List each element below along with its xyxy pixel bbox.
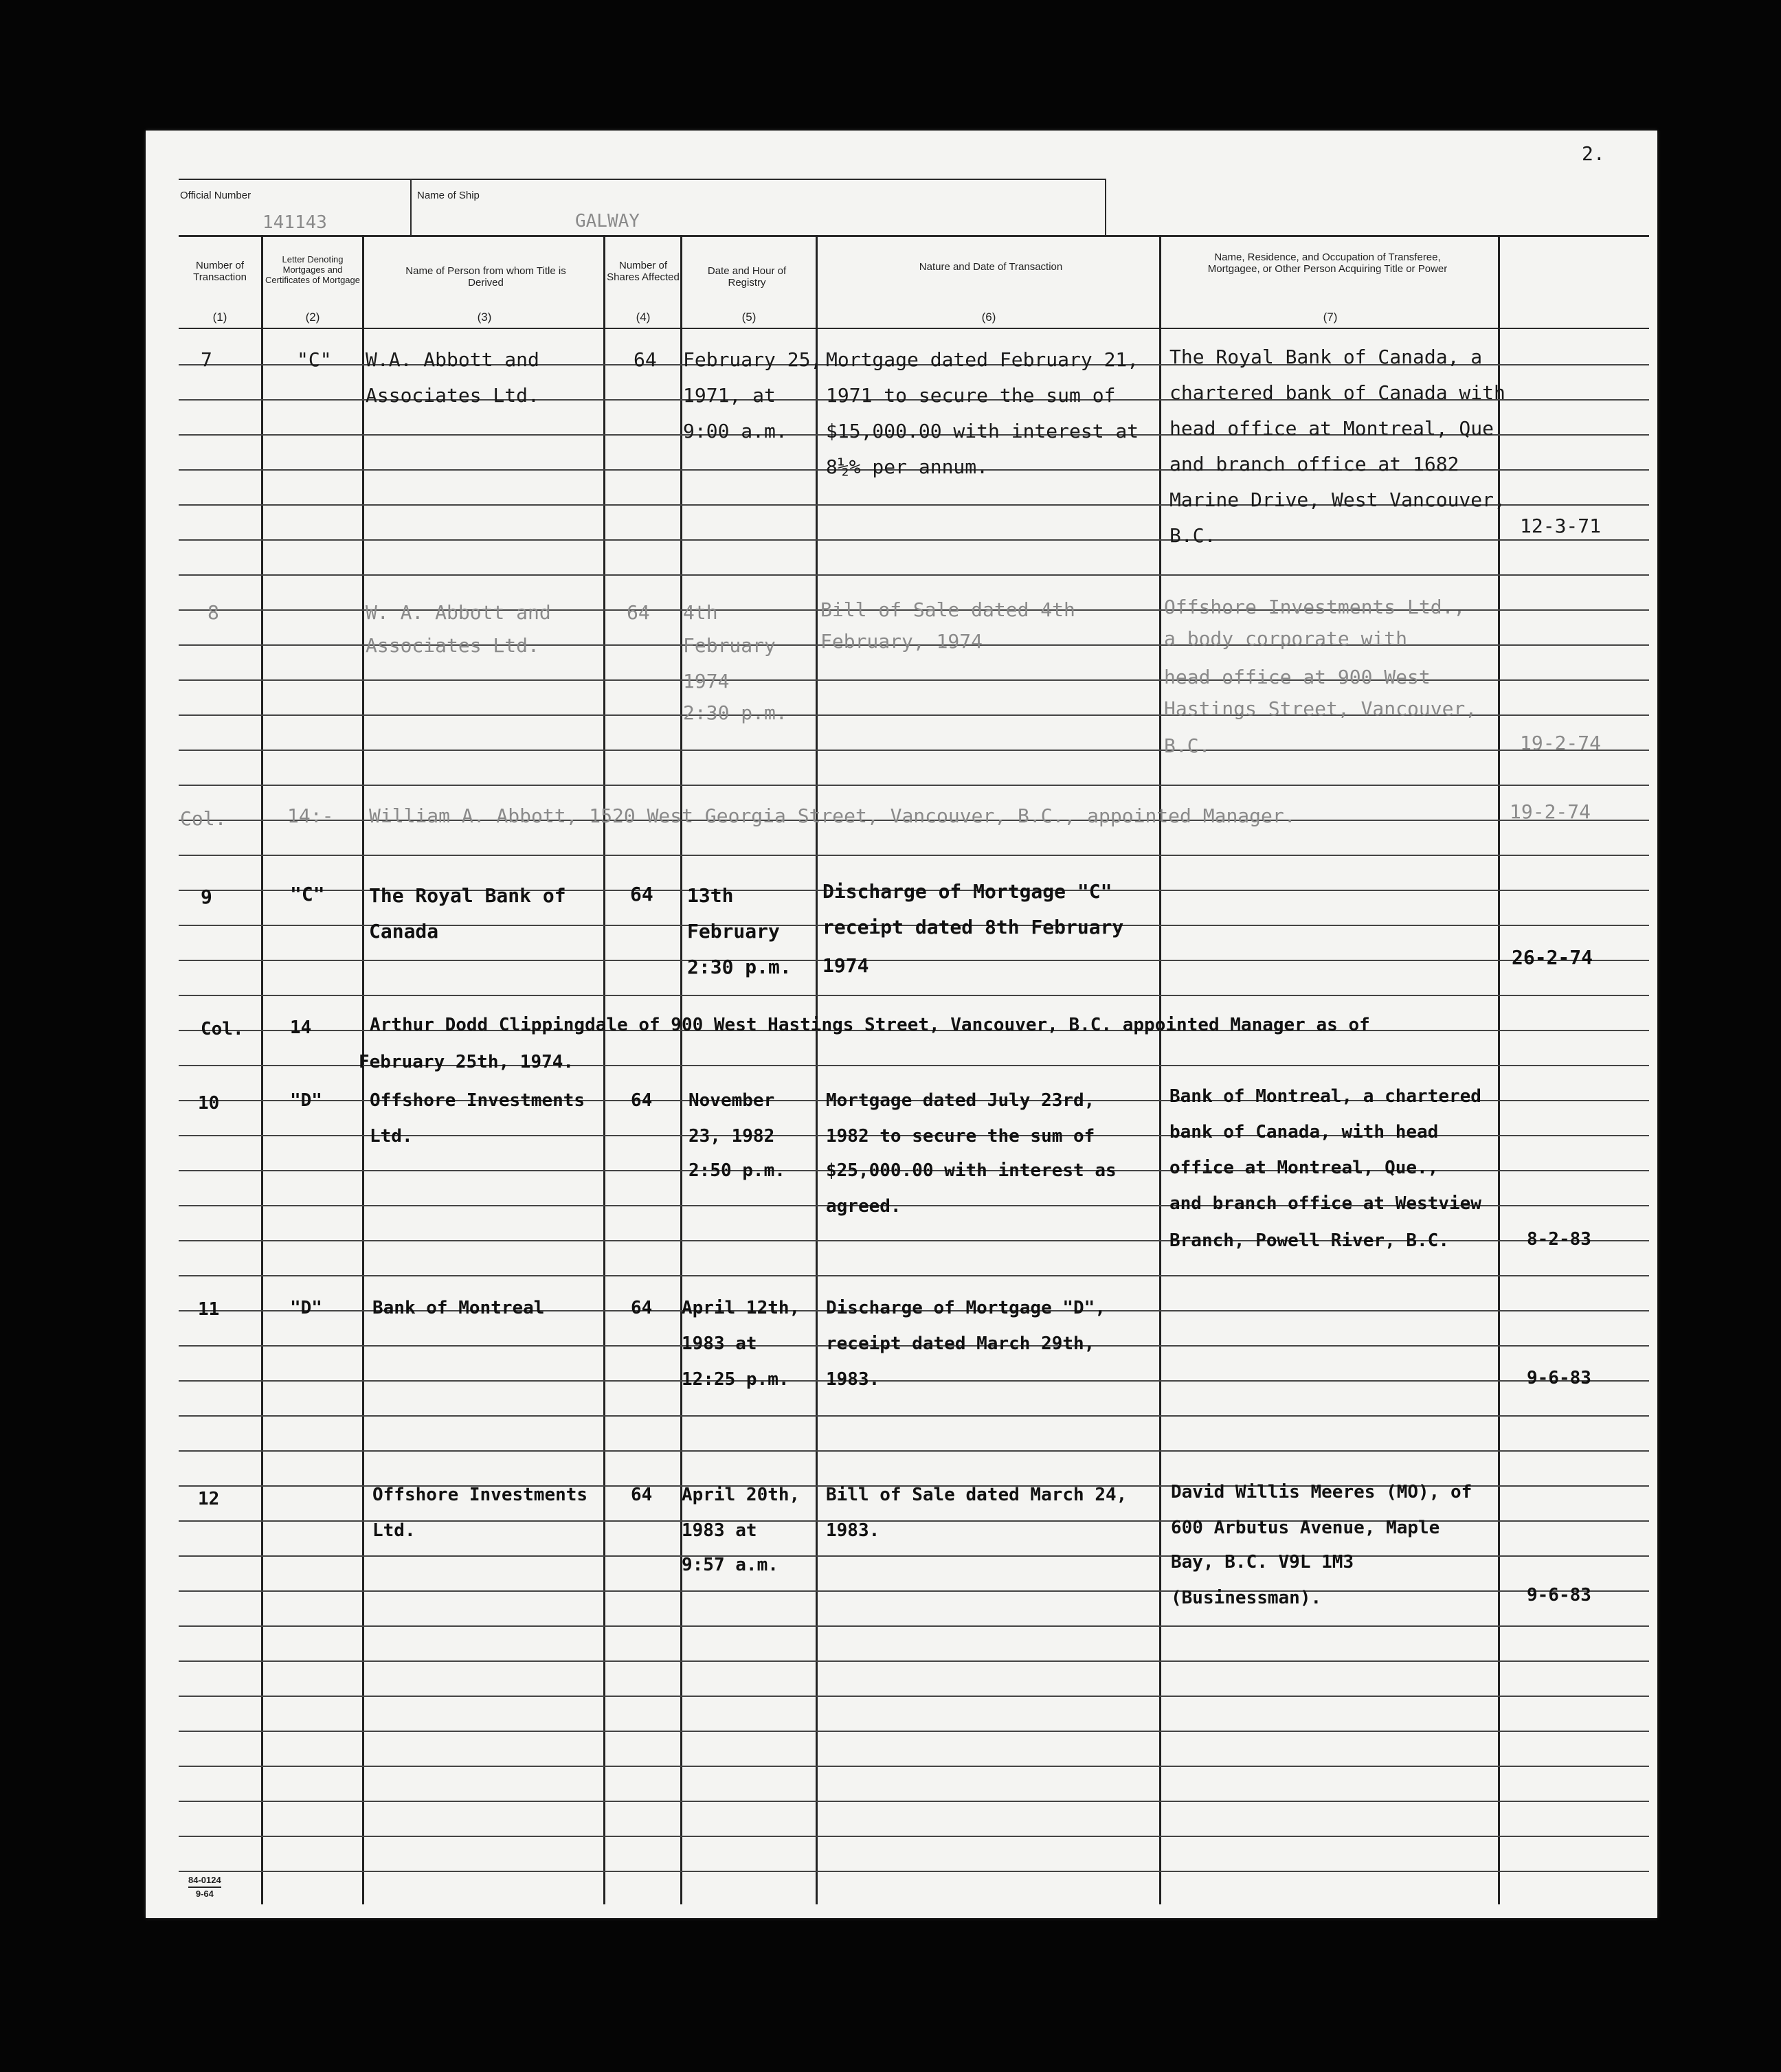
- transferee-line: 600 Arbutus Avenue, Maple: [1171, 1518, 1440, 1538]
- nature-line: receipt dated 8th February: [822, 916, 1124, 938]
- transferee-line: office at Montreal, Que.,: [1169, 1158, 1439, 1178]
- col-header-1: Number of Transaction: [193, 260, 247, 283]
- note-text: Arthur Dodd Clippingdale of 900 West Hastings Street, Vancouver, B.C. appointed Manager as of: [370, 1015, 1370, 1035]
- transferee-line: Bay, B.C. V9L 1M3: [1171, 1552, 1354, 1573]
- nature-line: 1982 to secure the sum of: [826, 1126, 1095, 1147]
- ship-name: GALWAY: [575, 211, 640, 232]
- date-line: 1983 at: [682, 1520, 757, 1541]
- transferee-line: Offshore Investments Ltd.,: [1164, 596, 1466, 618]
- date-line: 2:50 p.m.: [688, 1160, 785, 1181]
- recorded-date: 26-2-74: [1512, 946, 1593, 969]
- from-line: Ltd.: [370, 1126, 413, 1147]
- entry-number: Col.: [180, 807, 227, 830]
- transferee-line: B.C.: [1164, 734, 1211, 757]
- nature-line: agreed.: [826, 1196, 901, 1217]
- transferee-line: Hastings Street, Vancouver,: [1164, 697, 1477, 720]
- shares: 64: [630, 883, 653, 905]
- transferee-line: Marine Drive, West Vancouver,: [1169, 488, 1505, 511]
- col-header-4: Number of Shares Affected: [607, 260, 680, 283]
- mortgage-letter: "C": [290, 883, 325, 905]
- header-right-edge: [1105, 179, 1106, 235]
- transferee-line: head office at Montreal, Que: [1169, 417, 1494, 440]
- table-header-rule: [179, 328, 1649, 329]
- note-text: William A. Abbott, 1520 West Georgia Street, Vancouver, B.C., appointed Manager.: [369, 804, 1296, 827]
- register-page: [146, 131, 1657, 1918]
- from-line: Offshore Investments: [372, 1485, 588, 1505]
- date-line: 1974: [683, 670, 730, 692]
- header-top-rule: [179, 179, 1106, 180]
- entry-number: 9: [201, 886, 212, 908]
- form-code: [188, 1874, 221, 1900]
- header-divider: [410, 179, 412, 235]
- shares: 64: [631, 1298, 653, 1318]
- from-line: Bank of Montreal: [372, 1298, 545, 1318]
- nature-line: Mortgage dated July 23rd,: [826, 1090, 1095, 1111]
- rule: [179, 1625, 1649, 1627]
- nature-line: Discharge of Mortgage "D",: [826, 1298, 1106, 1318]
- rule: [179, 539, 1649, 541]
- recorded-date: 9-6-83: [1527, 1585, 1591, 1606]
- from-line: Offshore Investments: [370, 1090, 585, 1111]
- nature-line: 8½% per annum.: [826, 455, 989, 478]
- date-line: 2:30 p.m.: [687, 956, 792, 978]
- entry-number: 12: [198, 1489, 220, 1509]
- rule: [179, 960, 1649, 961]
- entry-number: 11: [198, 1299, 220, 1320]
- date-line: February: [683, 634, 776, 657]
- transferee-line: B.C.: [1169, 524, 1216, 547]
- entry-number: Col.: [201, 1019, 244, 1039]
- date-line: 23, 1982: [688, 1126, 775, 1147]
- rule: [179, 855, 1649, 856]
- col-line-3: [603, 235, 605, 1904]
- rule: [179, 1836, 1649, 1837]
- date-line: 9:57 a.m.: [682, 1555, 779, 1575]
- transferee-line: Bank of Montreal, a chartered: [1169, 1086, 1481, 1107]
- mortgage-letter: "D": [290, 1298, 322, 1318]
- official-number-label: Official Number: [180, 190, 251, 201]
- col-num-3: (3): [477, 311, 492, 324]
- recorded-date: 19-2-74: [1520, 732, 1602, 754]
- col-num-5: (5): [741, 311, 757, 324]
- col-line-1: [261, 235, 263, 1904]
- from-line: Ltd.: [372, 1520, 416, 1541]
- from-line: W. A. Abbott and: [366, 601, 551, 624]
- shares: 64: [631, 1485, 653, 1505]
- recorded-date: 19-2-74: [1510, 800, 1591, 823]
- recorded-date: 9-6-83: [1527, 1368, 1591, 1388]
- col-num-2: (2): [305, 311, 320, 324]
- nature-line: receipt dated March 29th,: [826, 1333, 1095, 1354]
- rule: [179, 1731, 1649, 1732]
- transferee-line: chartered bank of Canada with: [1169, 381, 1505, 404]
- nature-line: $15,000.00 with interest at: [826, 420, 1139, 442]
- rule: [179, 1660, 1649, 1662]
- transferee-line: The Royal Bank of Canada, a: [1169, 346, 1483, 368]
- date-line: 12:25 p.m.: [682, 1369, 789, 1390]
- col-header-5: Date and Hour of Registry: [707, 265, 787, 289]
- note-text: February 25th, 1974.: [359, 1052, 574, 1072]
- entry-number: 7: [201, 348, 212, 371]
- transferee-line: (Businessman).: [1171, 1588, 1322, 1608]
- official-number: 141143: [262, 212, 327, 233]
- rule: [179, 574, 1649, 576]
- col-header-6: Nature and Date of Transaction: [919, 261, 1063, 273]
- from-line: Associates Ltd.: [366, 384, 539, 407]
- column-ref: 14: [290, 1017, 312, 1038]
- col-num-7: (7): [1323, 311, 1338, 324]
- date-line: April 20th,: [682, 1485, 800, 1505]
- shares: 64: [634, 348, 657, 371]
- col-line-7: [1498, 235, 1500, 1904]
- date-line: 4th: [683, 601, 718, 624]
- col-header-2: Letter Denoting Mortgages and Certificates of Mortgage: [265, 254, 360, 285]
- ship-name-label: Name of Ship: [417, 190, 480, 201]
- col-num-1: (1): [212, 311, 227, 324]
- nature-line: February, 1974: [820, 630, 983, 653]
- nature-line: 1971 to secure the sum of: [826, 384, 1116, 407]
- entry-number: 8: [208, 601, 219, 624]
- transferee-line: bank of Canada, with head: [1169, 1122, 1439, 1142]
- nature-line: Discharge of Mortgage "C": [822, 880, 1112, 903]
- nature-line: Bill of Sale dated March 24,: [826, 1485, 1128, 1505]
- transferee-line: David Willis Meeres (MO), of: [1171, 1482, 1472, 1502]
- date-line: 9:00 a.m.: [683, 420, 787, 442]
- col-header-7: Name, Residence, and Occupation of Transferee, Mortgagee, or Other Person Acquiring Title or Power: [1207, 251, 1448, 275]
- from-line: W.A. Abbott and: [366, 348, 539, 371]
- date-line: February: [687, 920, 780, 943]
- recorded-date: 12-3-71: [1520, 515, 1602, 537]
- nature-line: Bill of Sale dated 4th: [820, 598, 1075, 621]
- date-line: November: [688, 1090, 775, 1111]
- recorded-date: 8-2-83: [1527, 1229, 1591, 1250]
- nature-line: 1983.: [826, 1369, 880, 1390]
- col-line-6: [1159, 235, 1161, 1904]
- shares: 64: [631, 1090, 653, 1111]
- rule: [179, 1590, 1649, 1592]
- nature-line: 1974: [822, 954, 869, 977]
- col-header-3: Name of Person from whom Title is Derived: [405, 265, 566, 289]
- from-line: The Royal Bank of: [369, 884, 566, 907]
- transferee-line: and branch office at 1682: [1169, 453, 1459, 475]
- rule: [179, 1380, 1649, 1382]
- rule: [179, 785, 1649, 786]
- form-code-line: 84-0124: [188, 1875, 221, 1885]
- rule: [179, 1555, 1649, 1557]
- table-top-rule: [179, 235, 1649, 237]
- date-line: April 12th,: [682, 1298, 800, 1318]
- date-line: February 25,: [683, 348, 822, 371]
- col-line-4: [680, 235, 682, 1904]
- date-line: 1983 at: [682, 1333, 757, 1354]
- page-number: 2.: [1582, 142, 1605, 165]
- rule: [179, 1275, 1649, 1276]
- transferee-line: head office at 900 West: [1164, 666, 1431, 688]
- column-ref: 14:-: [287, 804, 334, 827]
- rule: [179, 1696, 1649, 1697]
- date-line: 2:30 p.m.: [683, 701, 787, 724]
- from-line: Associates Ltd.: [366, 634, 539, 657]
- transferee-line: and branch office at Westview: [1169, 1193, 1481, 1214]
- mortgage-letter: "D": [290, 1090, 322, 1111]
- from-line: Canada: [369, 920, 439, 943]
- col-num-6: (6): [981, 311, 996, 324]
- date-line: 13th: [687, 884, 734, 907]
- mortgage-letter: "C": [297, 348, 332, 371]
- form-code-line: 9-64: [188, 1887, 221, 1900]
- rule: [179, 995, 1649, 996]
- shares: 64: [627, 601, 650, 624]
- col-num-4: (4): [636, 311, 651, 324]
- rule: [179, 1766, 1649, 1767]
- rule: [179, 1415, 1649, 1417]
- rule: [179, 1801, 1649, 1802]
- entry-number: 10: [198, 1093, 220, 1114]
- date-line: 1971, at: [683, 384, 776, 407]
- rule: [179, 1871, 1649, 1872]
- rule: [179, 1450, 1649, 1452]
- rule: [179, 750, 1649, 751]
- transferee-line: a body corporate with: [1164, 627, 1408, 650]
- nature-line: Mortgage dated February 21,: [826, 348, 1139, 371]
- nature-line: $25,000.00 with interest as: [826, 1160, 1117, 1181]
- transferee-line: Branch, Powell River, B.C.: [1169, 1230, 1449, 1251]
- nature-line: 1983.: [826, 1520, 880, 1541]
- col-line-5: [816, 235, 818, 1904]
